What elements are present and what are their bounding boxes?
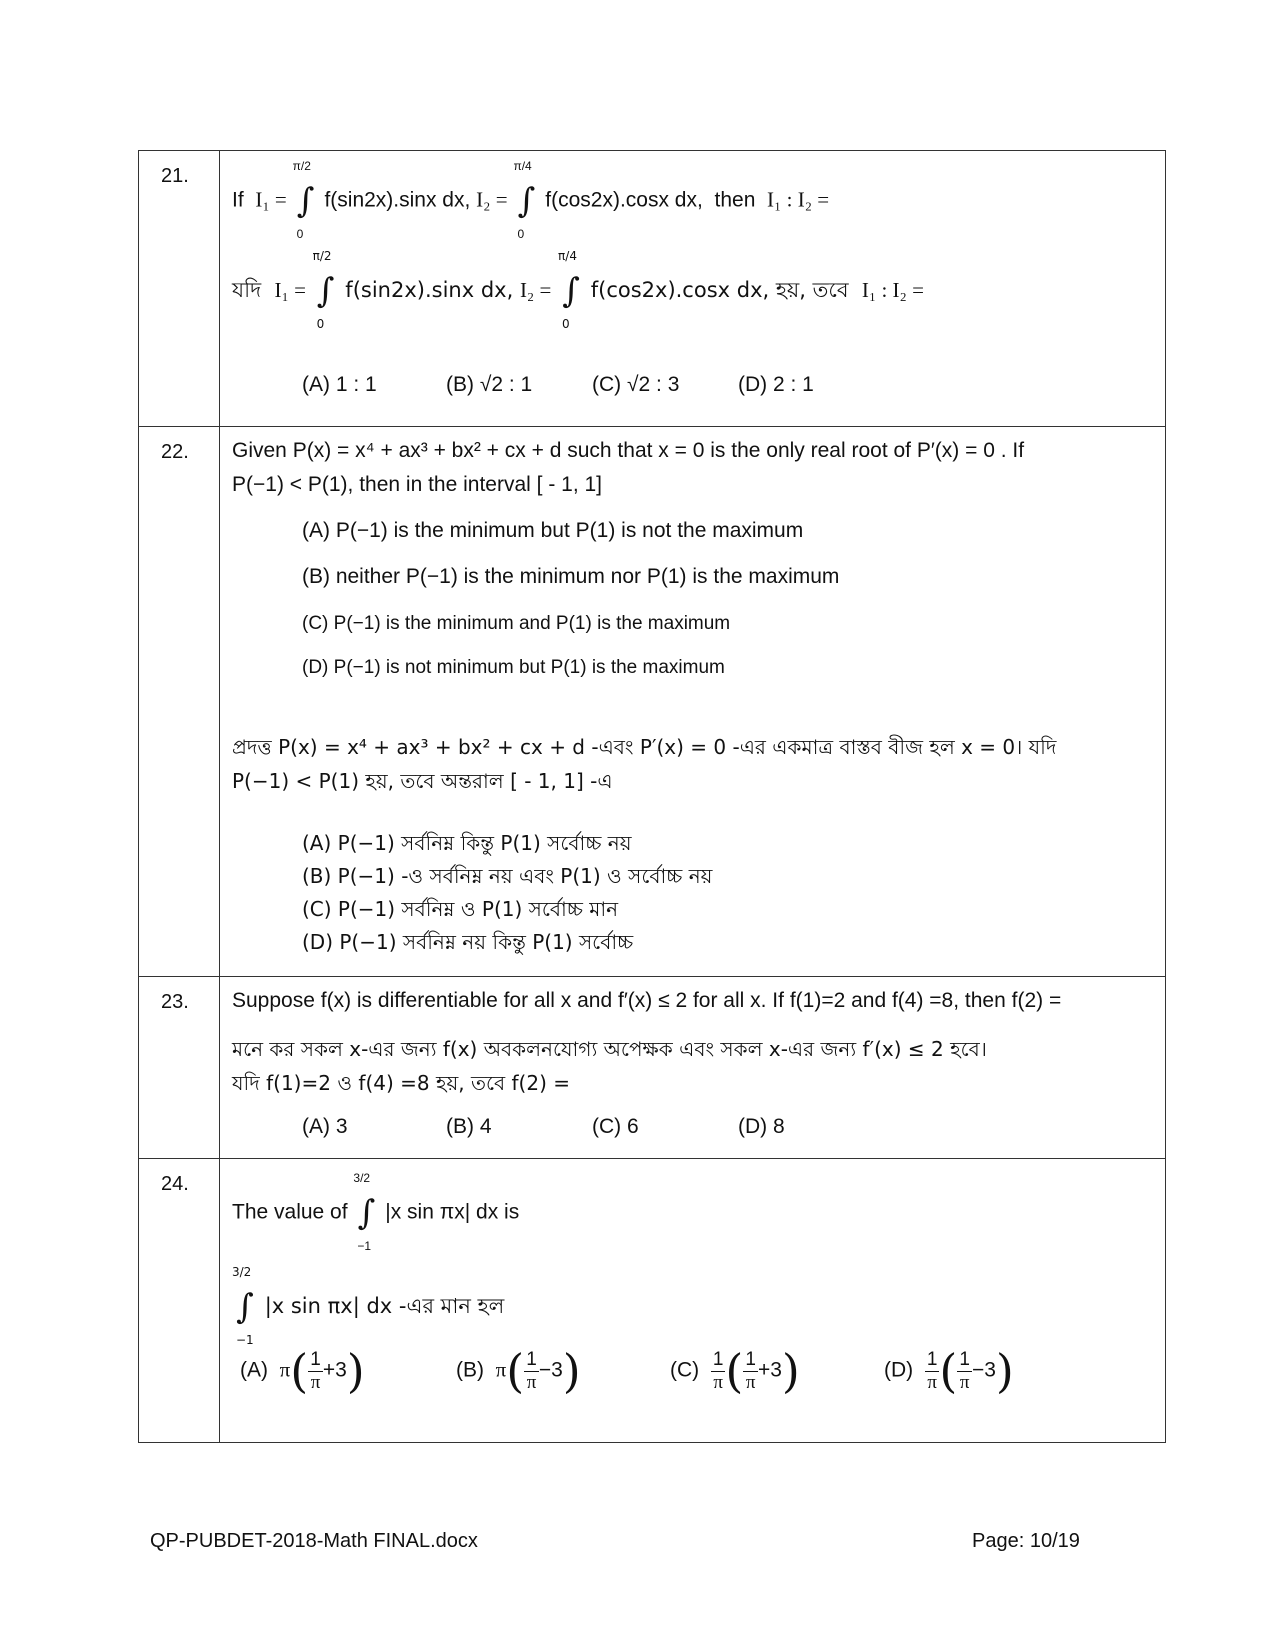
question-text-en: Given P(x) = x⁴ + ax³ + bx² + cx + d such that x = 0 is the only real root of P′(x) = 0 . If bbox=[232, 439, 1025, 462]
question-text-bn-2: যদি f(1)=2 ও f(4) =8 হয়, তবে f(2) = bbox=[232, 1071, 570, 1095]
question-text-bn: 3/2 ∫ −1 |x sin πx| dx -এর মান হল bbox=[232, 1265, 505, 1347]
option-a: (A) 3 bbox=[302, 1115, 348, 1138]
question-text-bn-2: P(−1) < P(1) হয়, তবে অন্তরাল [ - 1, 1] -এ bbox=[232, 769, 613, 793]
integral-sign: π/4 ∫ 0 bbox=[513, 159, 536, 241]
question-row-24 bbox=[139, 1159, 1166, 1443]
question-text-bn: যদি I₁ = π/2 ∫ 0 f(sin2x).sinx dx, I₂ = π/4 ∫ 0 f(cos2x).cosx dx, হয়, তবে I₁ : I₂ = bbox=[232, 249, 924, 331]
option-a-bn: (A) P(−1) সর্বনিম্ন কিন্তু P(1) সর্বোচ্চ নয় bbox=[302, 831, 632, 855]
question-text-en: The value of 3/2 ∫ −1 |x sin πx| dx is bbox=[232, 1171, 520, 1253]
option-b-bn: (B) P(−1) -ও সর্বনিম্ন নয় এবং P(1) ও সর্বোচ্চ নয় bbox=[302, 864, 713, 888]
integral-sign: 3/2 ∫ −1 bbox=[232, 1265, 254, 1347]
question-text-en: If I₁ = π/2 ∫ 0 f(sin2x).sinx dx, I₂ = π/4 ∫ 0 f(cos2x).cosx dx, then I₁ : I₂ = bbox=[232, 159, 830, 241]
question-number: 23. bbox=[161, 991, 189, 1013]
option-b: (B) π( $\frac{1}{\pi}$ −3) bbox=[456, 1344, 581, 1398]
question-text-bn: প্রদত্ত P(x) = x⁴ + ax³ + bx² + cx + d -এবং P′(x) = 0 -এর একমাত্র বাস্তব বীজ হল x = 0। যদি bbox=[232, 735, 1057, 759]
question-number: 22. bbox=[161, 441, 189, 463]
question-body bbox=[220, 977, 1166, 1159]
option-d-bn: (D) P(−1) সর্বনিম্ন নয় কিন্তু P(1) সর্বোচ্চ bbox=[302, 930, 634, 954]
integral-sign: π/4 ∫ 0 bbox=[558, 249, 580, 331]
question-body bbox=[220, 151, 1166, 427]
footer-filename: QP-PUBDET-2018-Math FINAL.docx bbox=[150, 1530, 478, 1552]
question-number: 24. bbox=[161, 1173, 189, 1195]
option-c: (C) √2 : 3 bbox=[592, 373, 680, 396]
option-b: (B) 4 bbox=[446, 1115, 492, 1138]
integral-sign: π/2 ∫ 0 bbox=[292, 159, 315, 241]
question-table bbox=[138, 150, 1166, 1443]
option-a: (A) P(−1) is the minimum but P(1) is not the maximum bbox=[302, 519, 804, 542]
option-d: (D) 2 : 1 bbox=[738, 373, 814, 396]
option-d: (D) $\frac{1}{\pi}$ ( $\frac{1}{\pi}$ −3) bbox=[884, 1344, 1014, 1398]
option-d: (D) 8 bbox=[738, 1115, 785, 1138]
option-c: (C) $\frac{1}{\pi}$ ( $\frac{1}{\pi}$ +3) bbox=[670, 1344, 800, 1398]
integral-sign: 3/2 ∫ −1 bbox=[353, 1171, 376, 1253]
question-text-en-2: P(−1) < P(1), then in the interval [ - 1, 1] bbox=[232, 473, 603, 496]
option-b: (B) √2 : 1 bbox=[446, 373, 533, 396]
option-d: (D) P(−1) is not minimum but P(1) is the maximum bbox=[302, 657, 725, 678]
question-body bbox=[220, 427, 1166, 977]
option-a: (A) 1 : 1 bbox=[302, 373, 377, 396]
option-c-bn: (C) P(−1) সর্বনিম্ন ও P(1) সর্বোচ্চ মান bbox=[302, 897, 619, 921]
integral-sign: π/2 ∫ 0 bbox=[312, 249, 335, 331]
question-row-22 bbox=[139, 427, 1166, 977]
question-body bbox=[220, 1159, 1166, 1443]
question-row-23 bbox=[139, 977, 1166, 1159]
footer-page-number: Page: 10/19 bbox=[972, 1530, 1080, 1552]
question-number: 21. bbox=[161, 165, 189, 187]
option-a: (A) π( $\frac{1}{\pi}$ +3) bbox=[240, 1344, 365, 1398]
question-row-21 bbox=[139, 151, 1166, 427]
question-text-en: Suppose f(x) is differentiable for all x and f′(x) ≤ 2 for all x. If f(1)=2 and f(4) =8, then f(2) = bbox=[232, 989, 1062, 1012]
option-c: (C) P(−1) is the minimum and P(1) is the maximum bbox=[302, 613, 731, 634]
question-text-bn: মনে কর সকল x-এর জন্য f(x) অবকলনযোগ্য অপেক্ষক এবং সকল x-এর জন্য f′(x) ≤ 2 হবে। bbox=[232, 1037, 987, 1061]
option-c: (C) 6 bbox=[592, 1115, 639, 1138]
option-b: (B) neither P(−1) is the minimum nor P(1) is the maximum bbox=[302, 565, 840, 588]
